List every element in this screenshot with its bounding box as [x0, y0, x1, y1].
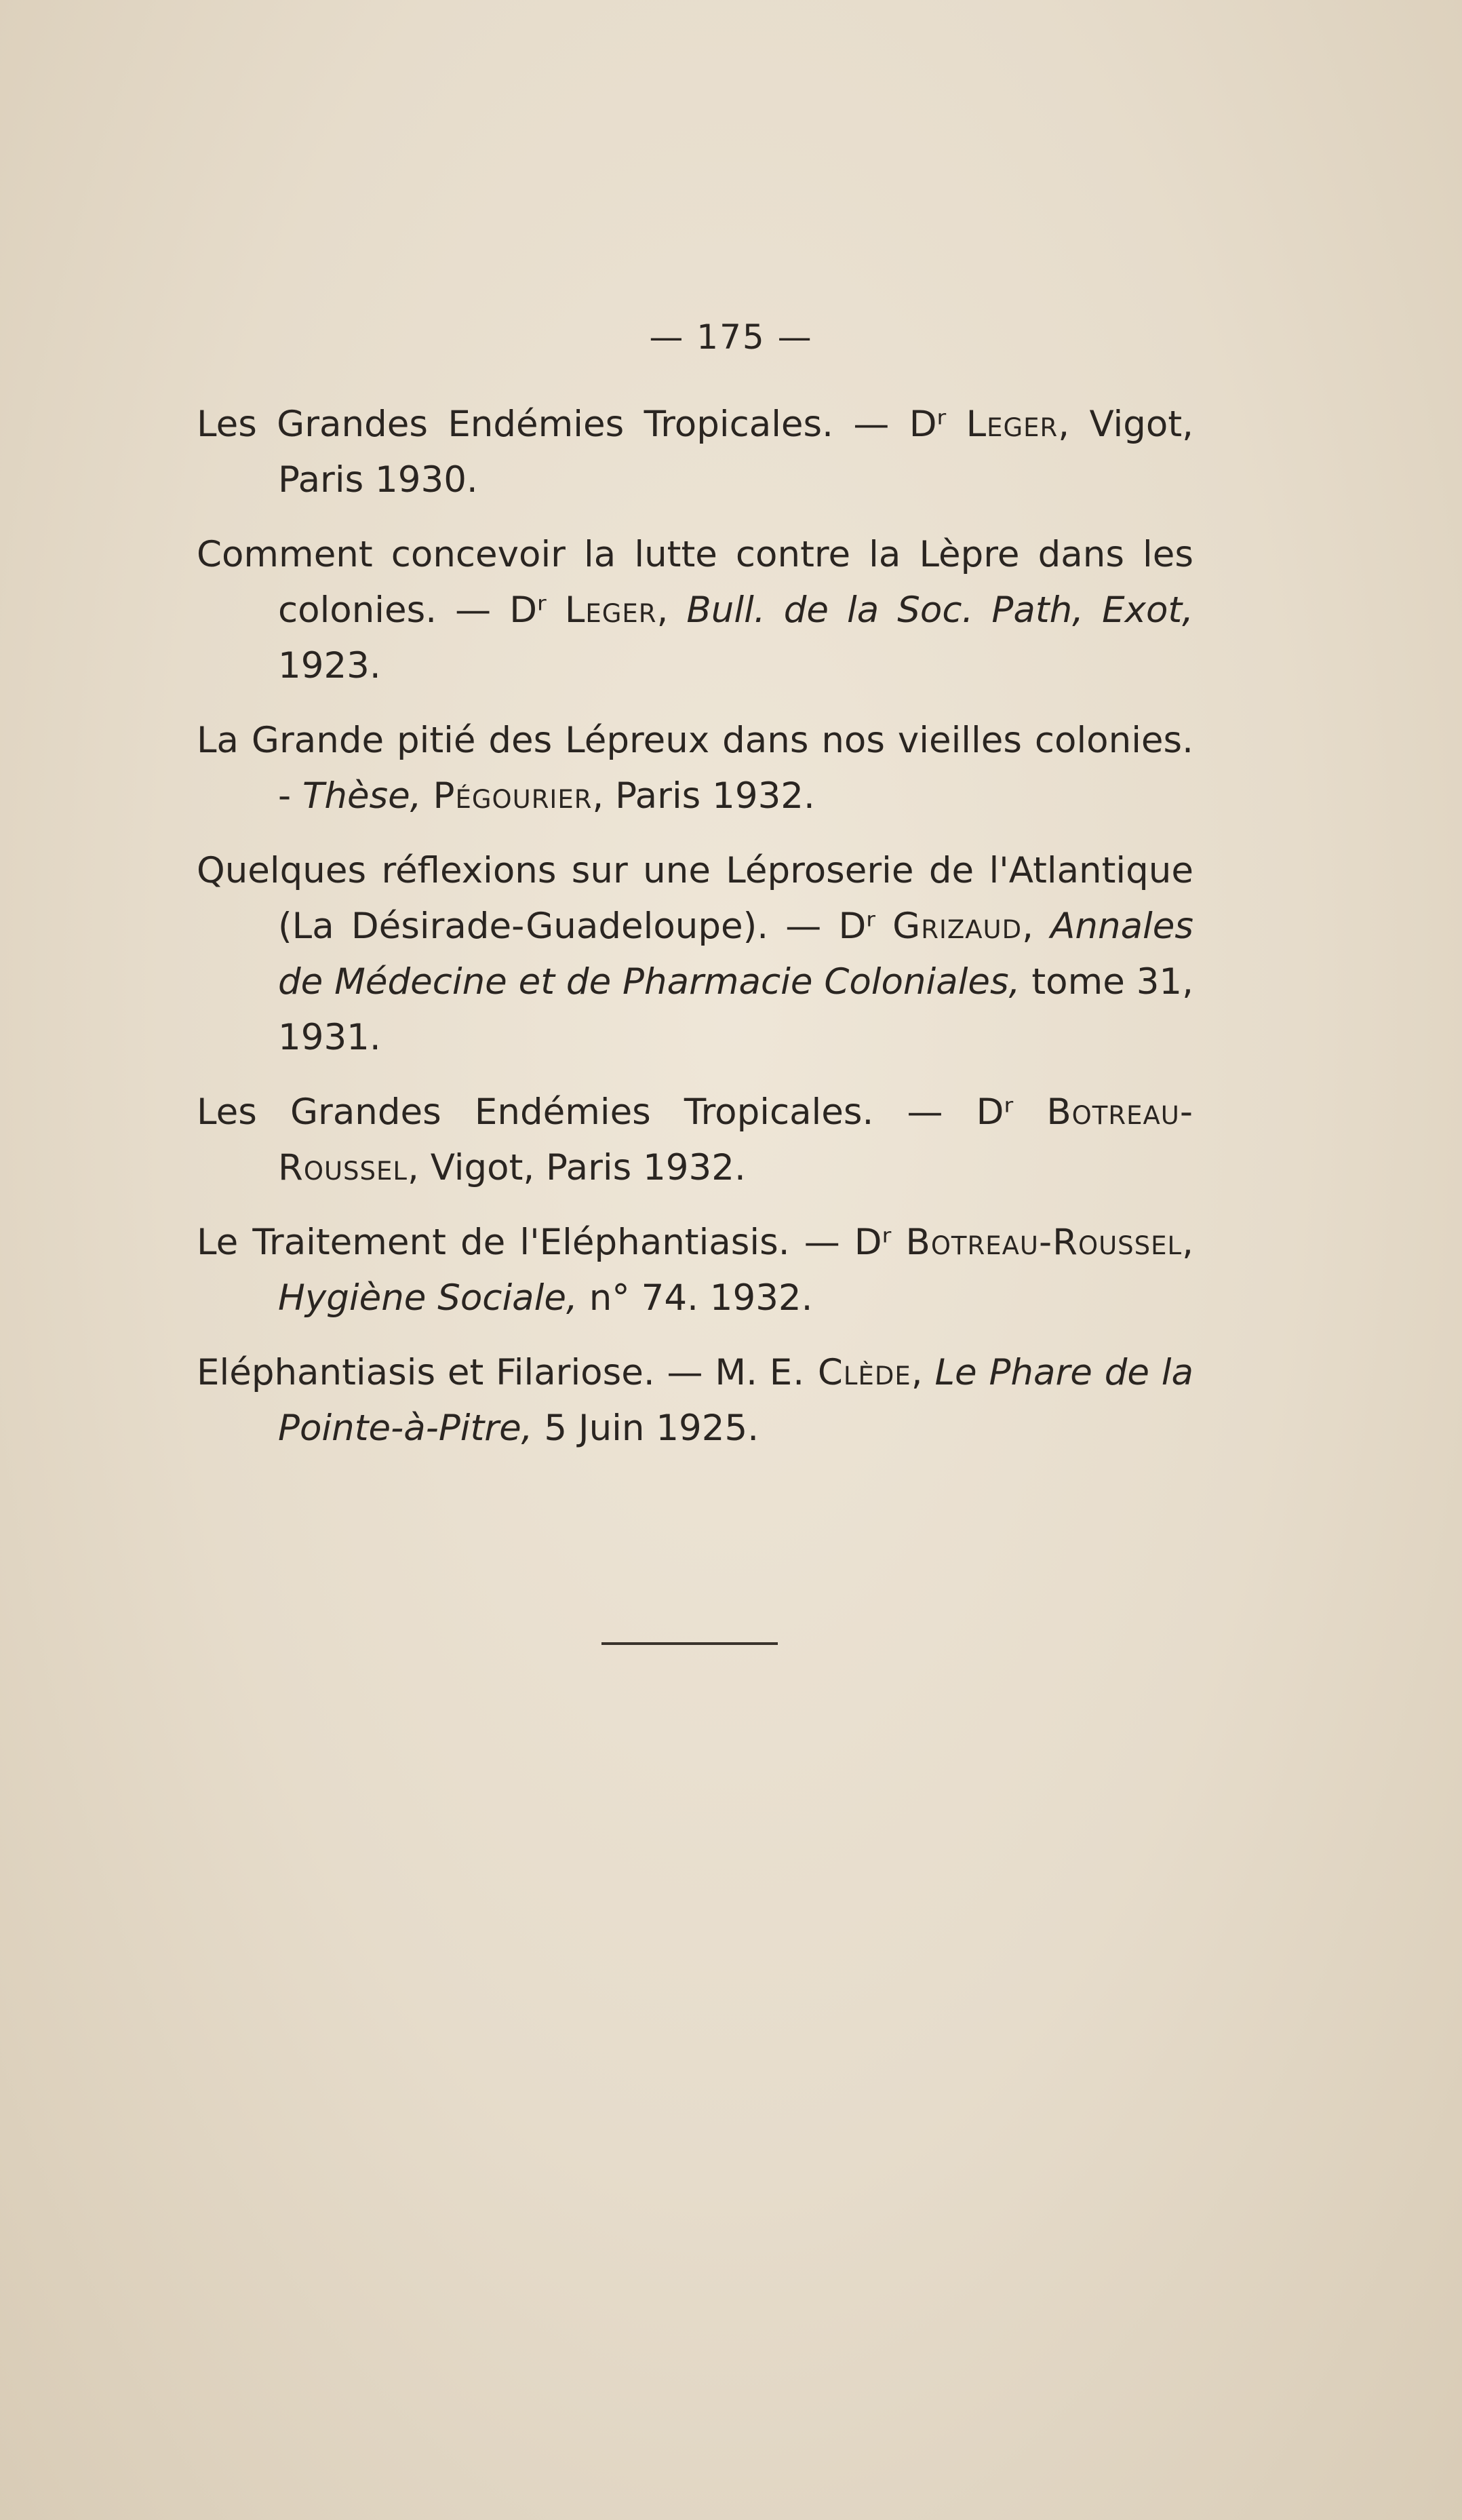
entry-source: Annales de Médecine et de Pharmacie Coloniales,	[278, 906, 1193, 1003]
entry-tail: , Paris 1932.	[592, 775, 815, 817]
entry-author: Leger	[966, 404, 1059, 445]
bibliography-entry	[197, 1215, 1193, 1326]
entry-tail: 1923.	[278, 645, 381, 686]
entry-title: Comment concevoir la lutte contre la Lèpre dans les colonies. — Dʳ	[197, 534, 1193, 631]
entry-source: Thèse,	[302, 775, 422, 817]
section-end-rule	[601, 1642, 778, 1645]
entry-separator: ,	[911, 1352, 935, 1393]
bibliography-entry	[197, 527, 1193, 694]
entry-author: Botreau-Roussel	[905, 1222, 1183, 1263]
entry-separator: ,	[1182, 1222, 1193, 1263]
entry-tail: , Vigot, Paris 1932.	[408, 1147, 746, 1188]
entry-author: Leger	[564, 589, 657, 631]
entry-tail: n° 74. 1932.	[577, 1277, 813, 1319]
page-number: — 175 —	[649, 317, 813, 357]
entry-title: Eléphantiasis et Filariose. — M.	[197, 1352, 770, 1393]
entry-tail: 5 Juin 1925.	[532, 1408, 759, 1449]
entry-author: Botreau-Roussel	[278, 1091, 1193, 1188]
entry-separator: ,	[1022, 906, 1051, 947]
entry-source: Le Phare de la Pointe-à-Pitre,	[278, 1352, 1193, 1449]
entry-tail: tome 31, 1931.	[278, 961, 1193, 1058]
entry-source: Bull. de la Soc. Path, Exot,	[686, 589, 1193, 631]
entry-title: La Grande pitié des Lépreux dans nos vieilles colonies. -	[197, 720, 1193, 817]
entry-author: Pégourier	[433, 775, 593, 817]
entry-author: Grizaud	[892, 906, 1023, 947]
bibliography-entry	[197, 713, 1193, 824]
entry-title: Le Traitement de l'Eléphantiasis. — Dʳ	[197, 1222, 906, 1263]
entry-tail: , Vigot, Paris 1930.	[278, 404, 1193, 501]
bibliography-entry	[197, 843, 1193, 1066]
entry-title: Les Grandes Endémies Tropicales. — Dʳ	[197, 404, 966, 445]
bibliography-entry	[197, 397, 1193, 508]
bibliography-entry	[197, 1085, 1193, 1196]
entry-author: E. Clède	[769, 1352, 911, 1393]
entry-source: Hygiène Sociale,	[278, 1277, 578, 1319]
entry-separator: ,	[656, 589, 687, 631]
bibliography-list	[197, 397, 1193, 1475]
entry-separator	[422, 775, 433, 817]
entry-title: Quelques réflexions sur une Léproserie de l'Atlantique (La Désirade-Guadeloupe). — Dʳ	[197, 850, 1193, 947]
bibliography-entry	[197, 1345, 1193, 1456]
entry-title: Les Grandes Endémies Tropicales. — Dʳ	[197, 1091, 1047, 1133]
